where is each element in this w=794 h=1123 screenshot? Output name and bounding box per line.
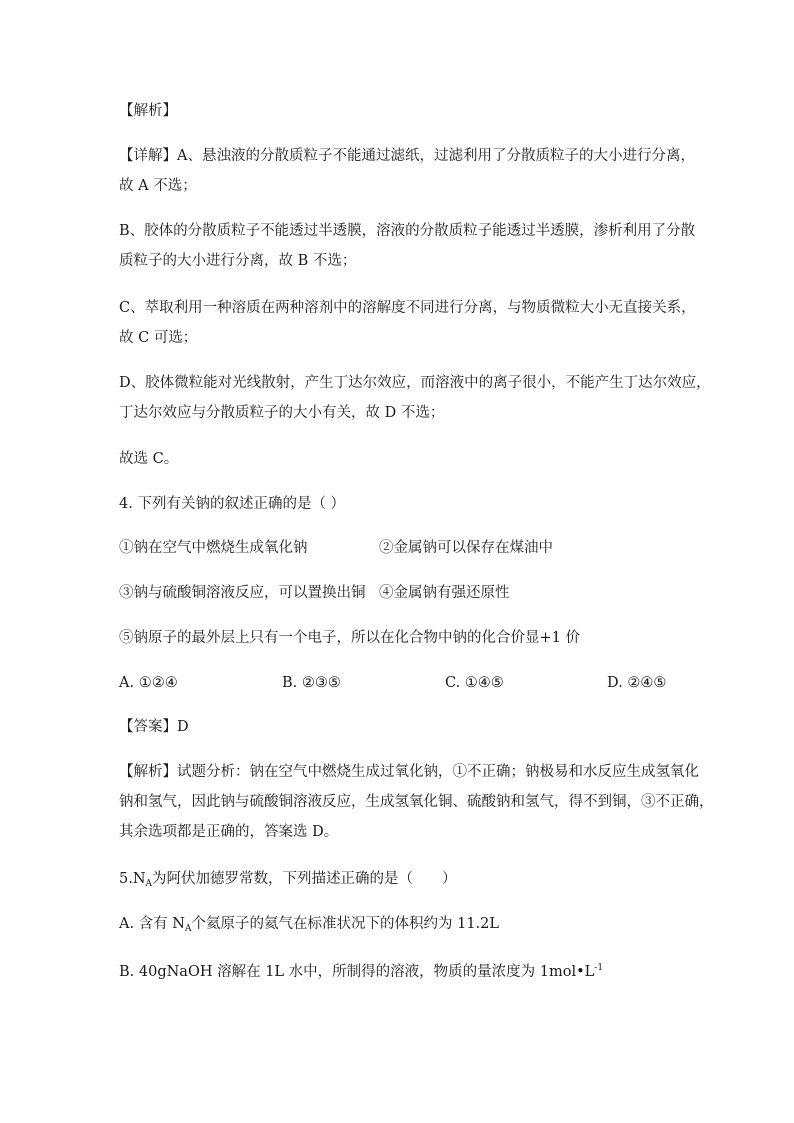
q3-explanation-d-line2: 丁达尔效应与分散质粒子的大小有关，故 D 不选； bbox=[119, 405, 445, 421]
q5-stem-text: 为阿伏加德罗常数，下列描述正确的是（ ） bbox=[152, 871, 457, 887]
q5-stem-prefix: 5.N bbox=[119, 871, 146, 887]
q5-option-a-subscript: A bbox=[185, 924, 192, 934]
q4-answer: 【答案】D bbox=[119, 719, 189, 735]
q3-explanation-a-line1 bbox=[119, 146, 695, 166]
q5-option-a bbox=[119, 914, 499, 934]
q5-option-b bbox=[119, 962, 603, 982]
q3-explanation-c-line2: 故 C 可选； bbox=[119, 330, 198, 346]
q3-explanation-c-line1: C、萃取利用一种溶质在两种溶剂中的溶解度不同进行分离，与物质微粒大小无直接关系， bbox=[119, 300, 696, 316]
q4-option-b: B. ②③⑤ bbox=[282, 675, 341, 691]
q3-explanation-d-line1: D、胶体微粒能对光线散射，产生丁达尔效应，而溶液中的离子很小，不能产生丁达尔效应， bbox=[119, 375, 711, 391]
q5-option-b-superscript: -1 bbox=[594, 963, 604, 973]
q4-explanation-line3: 其余选项都是正确的，答案选 D。 bbox=[119, 824, 339, 840]
q4-explanation-line1: 【解析】试题分析：钠在空气中燃烧生成过氧化钠，①不正确；钠极易和水反应生成氢氧化 bbox=[119, 764, 699, 780]
q3-explanation-a-line2: 故 A 不选； bbox=[119, 178, 197, 194]
q5-option-a-text: 个氦原子的氦气在标准状况下的体积约为 11.2L bbox=[191, 916, 500, 932]
q3-conclusion: 故选 C。 bbox=[119, 451, 179, 467]
q4-explanation-line2: 钠和氢气，因此钠与硫酸铜溶液反应，生成氢氧化铜、硫酸钠和氢气，得不到铜，③不正确， bbox=[119, 794, 714, 810]
detail-label: 【详解】 bbox=[119, 148, 177, 164]
q3-explanation-b-line2: 质粒子的大小进行分离，故 B 不选； bbox=[119, 253, 357, 269]
q4-statement-2: ②金属钠可以保存在煤油中 bbox=[379, 540, 553, 556]
q5-option-b-text: B. 40gNaOH 溶解在 1L 水中，所制得的溶液，物质的量浓度为 1mol•L bbox=[119, 964, 595, 980]
q4-option-a: A. ①②④ bbox=[119, 675, 178, 691]
q3-a-text: A、悬浊液的分散质粒子不能通过滤纸，过滤利用了分散质粒子的大小进行分离， bbox=[177, 148, 695, 164]
q5-stem bbox=[119, 869, 457, 889]
q5-stem-subscript: A bbox=[145, 879, 153, 889]
q4-stem: 4. 下列有关钠的叙述正确的是（ ） bbox=[119, 496, 346, 512]
q5-option-a-prefix: A. 含有 N bbox=[119, 916, 185, 932]
q4-statement-1: ①钠在空气中燃烧生成氧化钠 bbox=[119, 540, 308, 556]
q4-statement-3: ③钠与硫酸铜溶液反应，可以置换出铜 bbox=[119, 585, 366, 601]
q4-option-c: C. ①④⑤ bbox=[445, 675, 504, 691]
q4-option-d: D. ②④⑤ bbox=[607, 675, 667, 691]
q4-statement-5: ⑤钠原子的最外层上只有一个电子，所以在化合物中钠的化合价显+1 价 bbox=[119, 630, 580, 646]
q3-explanation-b-line1: B、胶体的分散质粒子不能透过半透膜，溶液的分散质粒子能透过半透膜，渗析利用了分散 bbox=[119, 223, 696, 239]
analysis-heading: 【解析】 bbox=[119, 103, 177, 119]
q4-statement-4: ④金属钠有强还原性 bbox=[379, 585, 510, 601]
